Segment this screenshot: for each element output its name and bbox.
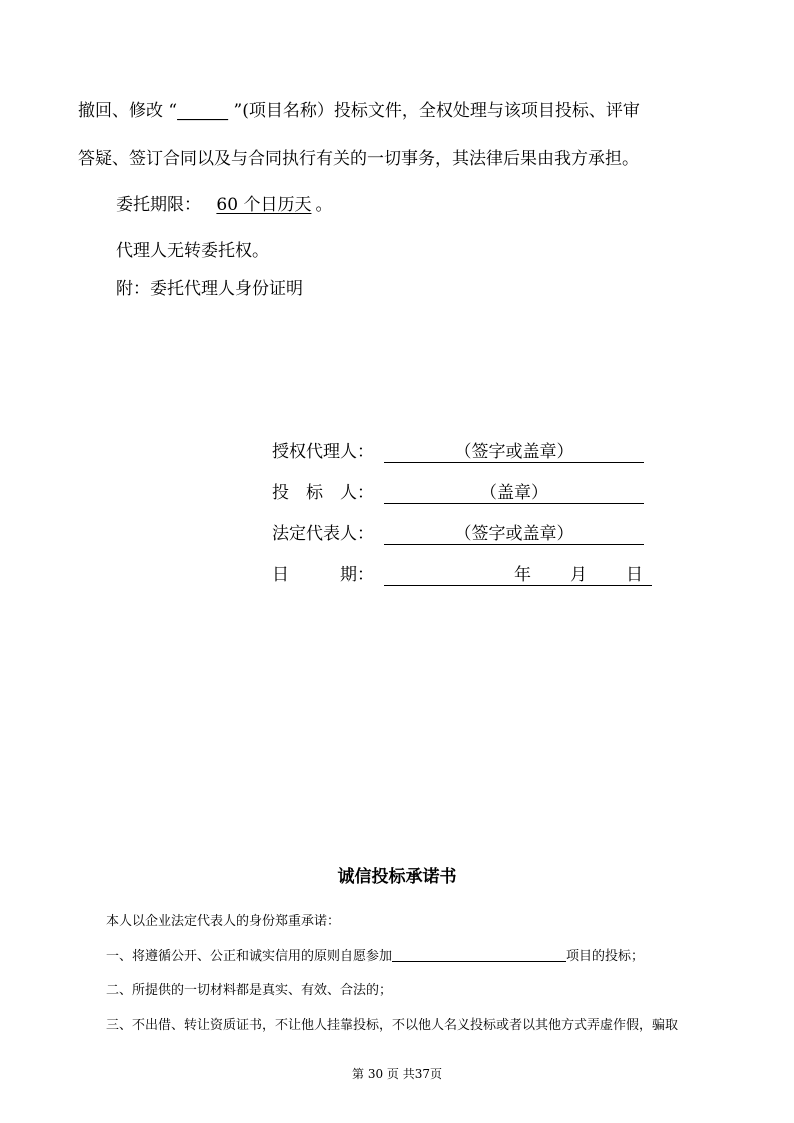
project-name-field (392, 947, 566, 962)
attachment-note: 附：委托代理人身份证明 (116, 279, 303, 299)
date-field (384, 563, 652, 586)
date-day: 日 (626, 565, 643, 585)
signature-row-agent (272, 440, 652, 464)
project-name-blank: ______ (177, 101, 229, 121)
pledge-title: 诚信投标承诺书 (337, 867, 457, 887)
item1-text-after: 项目的投标； (566, 949, 645, 964)
term-label: 委托期限： (116, 195, 201, 215)
signature-label: 投 标 人： (272, 483, 374, 503)
pledge-item-1 (106, 945, 644, 964)
term-value: 60 个日历天 (216, 195, 312, 215)
pledge-intro: 本人以企业法定代表人的身份郑重承诺： (106, 914, 341, 929)
signature-label: 授权代理人： (272, 442, 374, 462)
term-line (116, 190, 332, 215)
line1-text-before: 撤回、修改 “ (78, 101, 178, 121)
signature-field-agent: （签字或盖章） (384, 440, 644, 463)
signature-field-bidder: （盖章） (384, 481, 644, 504)
signature-row-legal-rep (272, 522, 652, 546)
date-month: 月 (570, 565, 587, 585)
date-row (272, 563, 662, 587)
page-number-footer: 第 30 页 共37页 (352, 1067, 442, 1081)
pledge-item-3: 三、不出借、转让资质证书，不让他人挂靠投标，不以他人名义投标或者以其他方式弄虚作假，骗取 (106, 1018, 679, 1033)
term-end: 。 (315, 195, 333, 215)
date-year: 年 (514, 565, 531, 585)
signature-field-legal-rep: （签字或盖章） (384, 522, 644, 545)
line1-text-after: ”(项目名称）投标文件，全权处理与该项目投标、评审 (228, 101, 640, 121)
date-label: 日 期： (272, 565, 374, 585)
signature-row-bidder (272, 481, 652, 505)
item1-text-before: 一、将遵循公开、公正和诚实信用的原则自愿参加 (106, 949, 393, 964)
paragraph-line-2: 答疑、签订合同以及与合同执行有关的一切事务，其法律后果由我方承担。 (78, 149, 639, 169)
pledge-item-2: 二、所提供的一切材料都是真实、有效、合法的； (106, 983, 393, 998)
paragraph-line-1 (78, 96, 640, 121)
no-transfer-statement: 代理人无转委托权。 (116, 241, 269, 261)
signature-label: 法定代表人： (272, 524, 374, 544)
